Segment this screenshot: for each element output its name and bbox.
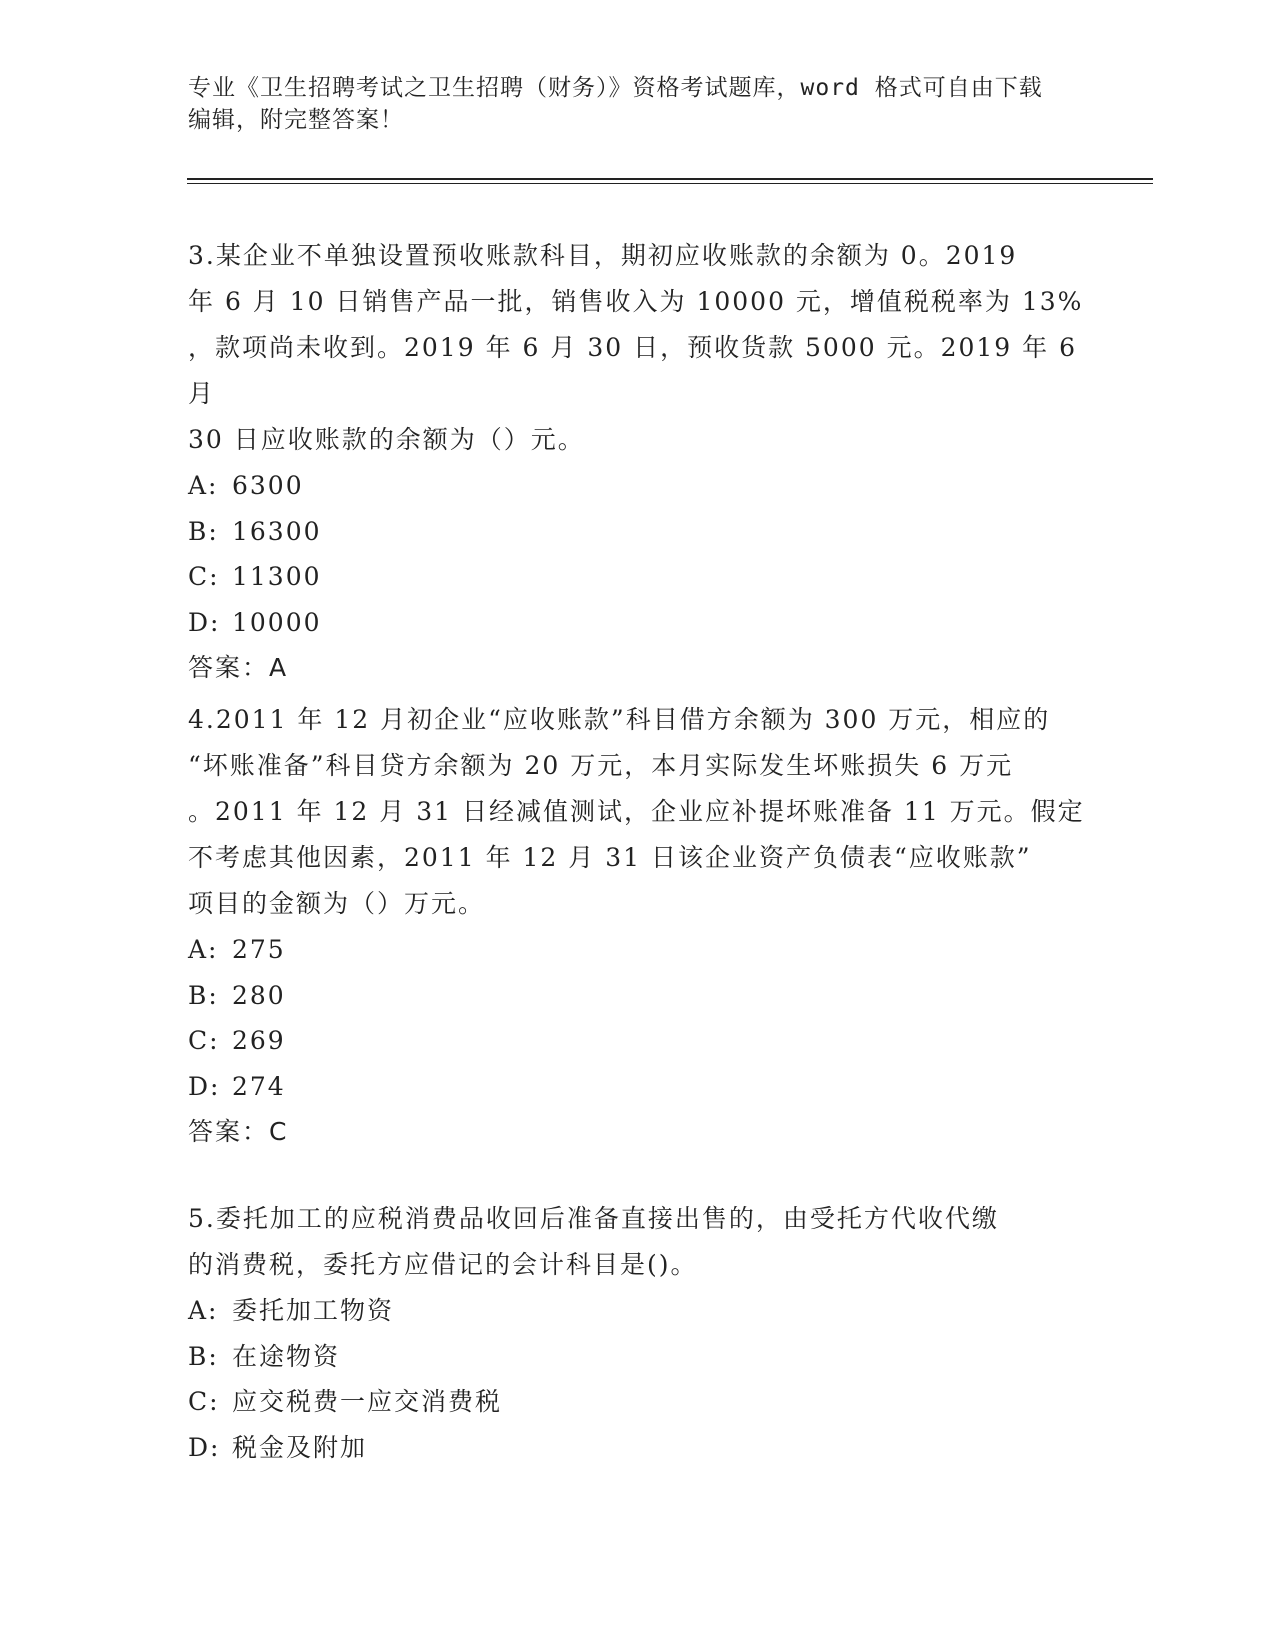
- option-letter: A:: [188, 935, 219, 964]
- option-letter: B:: [188, 516, 219, 546]
- answer: 答案：C: [188, 1117, 289, 1146]
- option-b: [188, 973, 1088, 1019]
- question-5: [188, 1196, 1088, 1470]
- option-text: 在途物资: [232, 1341, 341, 1371]
- option-a: [188, 927, 1088, 973]
- stem-line: 不考虑其他因素，2011 年 12 月 31 日该企业资产负债表“应收账款”: [188, 843, 1032, 872]
- option-letter: D:: [188, 607, 221, 637]
- stem-line: 5.委托加工的应税消费品收回后准备直接出售的，由受托方代收代缴: [188, 1204, 999, 1233]
- option-a: [188, 1288, 1088, 1334]
- stem-line: ，款项尚未收到。2019 年 6 月 30 日，预收货款 5000 元。2019 年 6 月: [188, 333, 1078, 408]
- option-text: 16300: [232, 516, 322, 546]
- option-d: [188, 1064, 1088, 1110]
- option-b: [188, 509, 1088, 555]
- header-divider: [187, 178, 1153, 180]
- stem-line: 4.2011 年 12 月初企业“应收账款”科目借方余额为 300 万元，相应的: [188, 705, 1051, 734]
- option-letter: D:: [188, 1432, 221, 1462]
- stem-line: 3.某企业不单独设置预收账款科目，期初应收账款的余额为 0。2019: [188, 241, 1018, 270]
- option-letter: C:: [188, 562, 220, 591]
- option-text: 6300: [232, 471, 304, 500]
- question-stem: [188, 233, 1088, 463]
- option-text: 269: [232, 1026, 286, 1055]
- question-stem: [188, 1196, 1088, 1288]
- option-letter: B:: [188, 980, 219, 1010]
- option-d: [188, 1425, 1088, 1471]
- option-text: 275: [232, 935, 286, 964]
- option-letter: A:: [188, 1296, 219, 1325]
- stem-line: 年 6 月 10 日销售产品一批，销售收入为 10000 元，增值税税率为 13%: [188, 287, 1084, 316]
- option-text: 280: [232, 980, 286, 1010]
- option-a: [188, 463, 1088, 509]
- option-letter: C:: [188, 1026, 220, 1055]
- option-text: 274: [232, 1071, 286, 1101]
- option-text: 应交税费一应交消费税: [232, 1387, 503, 1416]
- question-4: [188, 697, 1088, 1155]
- stem-line: 30 日应收账款的余额为（）元。: [188, 425, 585, 454]
- option-letter: D:: [188, 1071, 221, 1101]
- question-3: [188, 233, 1088, 691]
- option-c: [188, 1018, 1088, 1064]
- option-letter: B:: [188, 1341, 219, 1371]
- option-letter: C:: [188, 1387, 220, 1416]
- option-text: 10000: [232, 607, 322, 637]
- option-text: 委托加工物资: [232, 1296, 395, 1325]
- option-text: 11300: [232, 562, 322, 591]
- option-d: [188, 600, 1088, 646]
- answer: 答案：A: [188, 653, 289, 682]
- stem-line: “坏账准备”科目贷方余额为 20 万元，本月实际发生坏账损失 6 万元: [188, 751, 1014, 780]
- header-line-2: 编辑，附完整答案！: [188, 107, 404, 133]
- header-line-1: 专业《卫生招聘考试之卫生招聘（财务）》资格考试题库，word 格式可自由下载: [188, 75, 1043, 101]
- stem-line: 。2011 年 12 月 31 日经减值测试，企业应补提坏账准备 11 万元。假定: [188, 797, 1085, 826]
- option-c: [188, 554, 1088, 600]
- stem-line: 项目的金额为（）万元。: [188, 889, 486, 918]
- option-c: [188, 1379, 1088, 1425]
- option-text: 税金及附加: [232, 1432, 368, 1462]
- question-stem: [188, 697, 1088, 927]
- option-b: [188, 1334, 1088, 1380]
- header-divider-thin: [187, 183, 1153, 184]
- document-header: [188, 72, 1088, 136]
- option-letter: A:: [188, 471, 219, 500]
- stem-line: 的消费税，委托方应借记的会计科目是()。: [188, 1250, 698, 1279]
